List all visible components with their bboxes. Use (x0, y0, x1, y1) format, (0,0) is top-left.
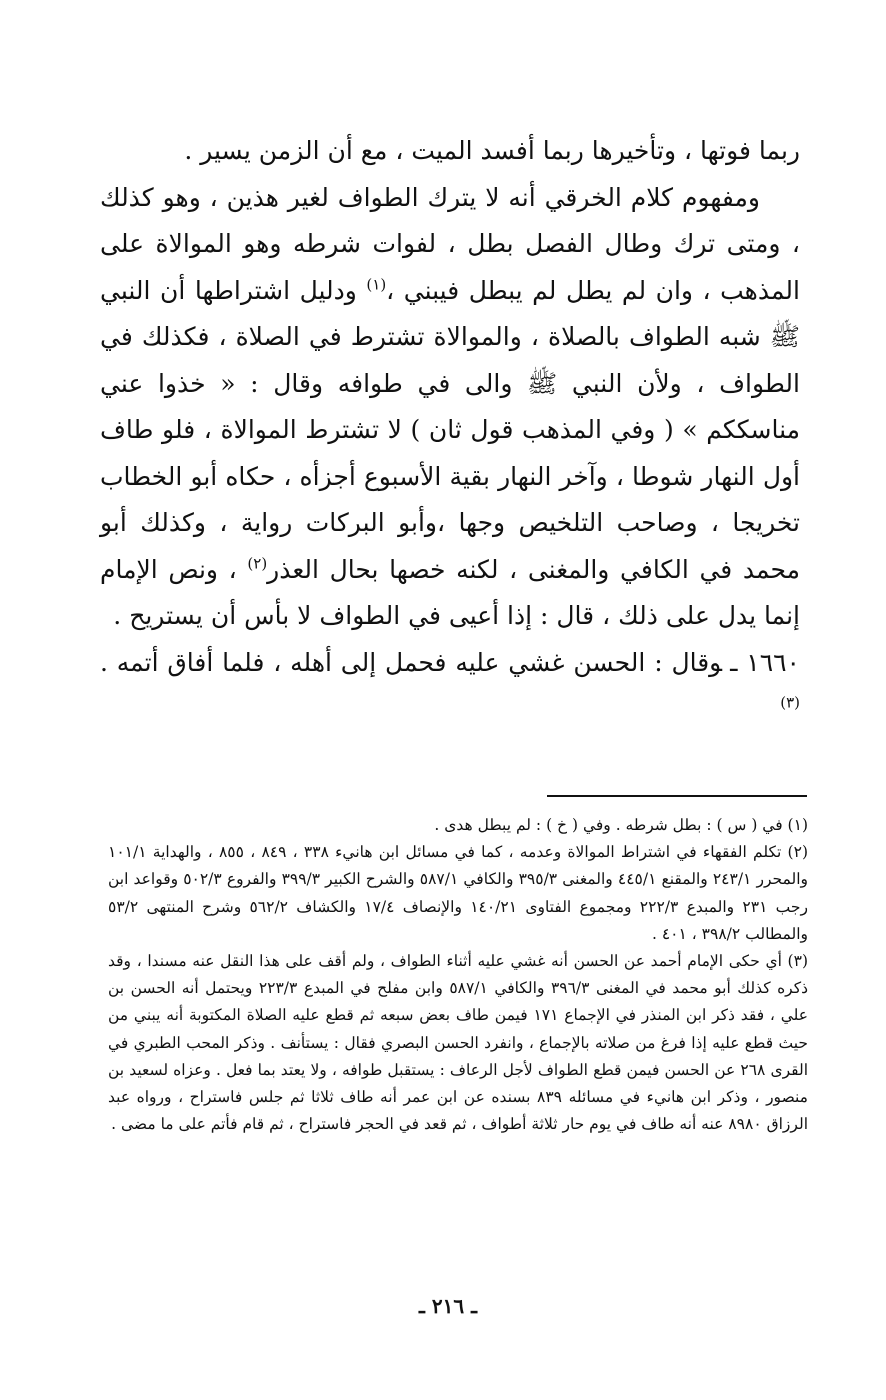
paragraph-text-cont: ودليل اشتراطها أن النبي ﷺ شبه الطواف بالصلاة ، والموالاة تشترط في الصلاة ، فكذلك في الطواف ، ولأن النبي ﷺ والى في طوافه وقال : « خذوا عني مناسككم » ( وفي المذهب قول ثان ) لا تشترط الموالاة ، فلو طاف أول النهار شوطا ، وآخر النهار بقية الأسبوع أجزأه ، حكاه أبو الخطاب تخريجا ، وصاحب التلخيص وجها ،وأبو البركات رواية ، وكذلك أبو محمد في الكافي والمغنى ، لكنه خصها بحال العذر (100, 275, 801, 584)
page-number: ـ ٢١٦ ـ (419, 1294, 477, 1318)
footnote-ref-3[interactable]: (٣) (780, 693, 800, 712)
paragraph-number: ١٦٦٠ ـ (730, 647, 800, 677)
paragraph-text: وقال : الحسن غشي عليه فحمل إلى أهله ، فلما أفاق أتمه . (100, 647, 723, 677)
footnote-2: (٢) تكلم الفقهاء في اشتراط الموالاة وعدمه ، كما في مسائل ابن هانيء ٣٣٨ ، ٨٤٩ ، ٨٥٥ ، والهداية ١٠١/١ والمحرر ٢٤٣/١ والمقنع ٤٤٥/١ والمغنى ٣٩٥/٣ والكافي ٥٨٧/١ والشرح الكبير ٣٩٩/٣ والفروع ٥٠٢/٣ وقواعد ابن رجب ٢٣١ والمبدع ٢٢٢/٣ ومجموع الفتاوى ١٤٠/٢١ والإنصاف ١٧/٤ والكشاف ٥٦٢/٢ وشرح المنتهى ٥٣/٢ والمطالب ٣٩٨/٢ ، ٤٠١ . (108, 843, 808, 943)
footnote-ref-2[interactable]: (٢) (247, 554, 268, 573)
footnote-1: (١) في ( س ) : بطل شرطه . وفي ( خ ) : لم يبطل هدى . (434, 816, 808, 834)
footnotes-section (108, 812, 808, 1138)
paragraph-2 (100, 175, 800, 640)
paragraph-text: ربما فوتها ، وتأخيرها ربما أفسد الميت ، مع أن الزمن يسير . (184, 136, 800, 165)
footnote-ref-1[interactable]: (١) (366, 275, 387, 294)
paragraph-text: ومفهوم كلام الخرقي أنه لا يترك الطواف لغير هذين ، وهو كذلك ، ومتى ترك وطال الفصل بطل ، لفوات شرطه وهو الموالاة على المذهب ، وان لم يطل لم يبطل فيبني ، (100, 182, 800, 305)
main-text-body (100, 128, 800, 733)
paragraph-text-cont: ، ونص الإمام إنما يدل على ذلك ، قال : إذا أعيى في الطواف لا بأس أن يستريح . (100, 554, 800, 630)
footnote-divider (547, 795, 807, 797)
paragraph-3 (100, 640, 800, 733)
paragraph-1 (100, 128, 800, 175)
footnote-3: (٣) أي حكى الإمام أحمد عن الحسن أنه غشي عليه أثناء الطواف ، ولم أقف على هذا النقل عنه مسندا ، وقد ذكره كذلك أبو محمد في المغنى ٣٩٦/٣ والكافي ٥٨٧/١ وابن مفلح في المبدع ٢٢٣/٣ ويحتمل أنه الحسن بن علي ، فقد ذكر ابن المنذر في الإجماع ١٧١ فيمن طاف بعض سبعه ثم قطع عليه الصلاة المكتوبة أنه يبني من حيث قطع عليه إذا فرغ من صلاته بالإجماع ، وانفرد الحسن البصري فقال : يستأنف . وذكر المحب الطبري في القرى ٢٦٨ عن الحسن فيمن قطع الطواف لأجل الرعاف : يستقبل طوافه ، ولا يعتد بما فعل . وعزاه لسعيد بن منصور ، وذكر ابن هانيء في مسائله ٨٣٩ بسنده عن ابن عمر أنه طاف ثلاثا ثم جلس فاستراح ، ورواه عبد الرزاق ٨٩٨٠ عنه أنه طاف في يوم حار ثلاثة أطواف ، ثم قعد في الحجر فاستراح ، ثم قام فأتم على ما مضى . (108, 952, 809, 1134)
